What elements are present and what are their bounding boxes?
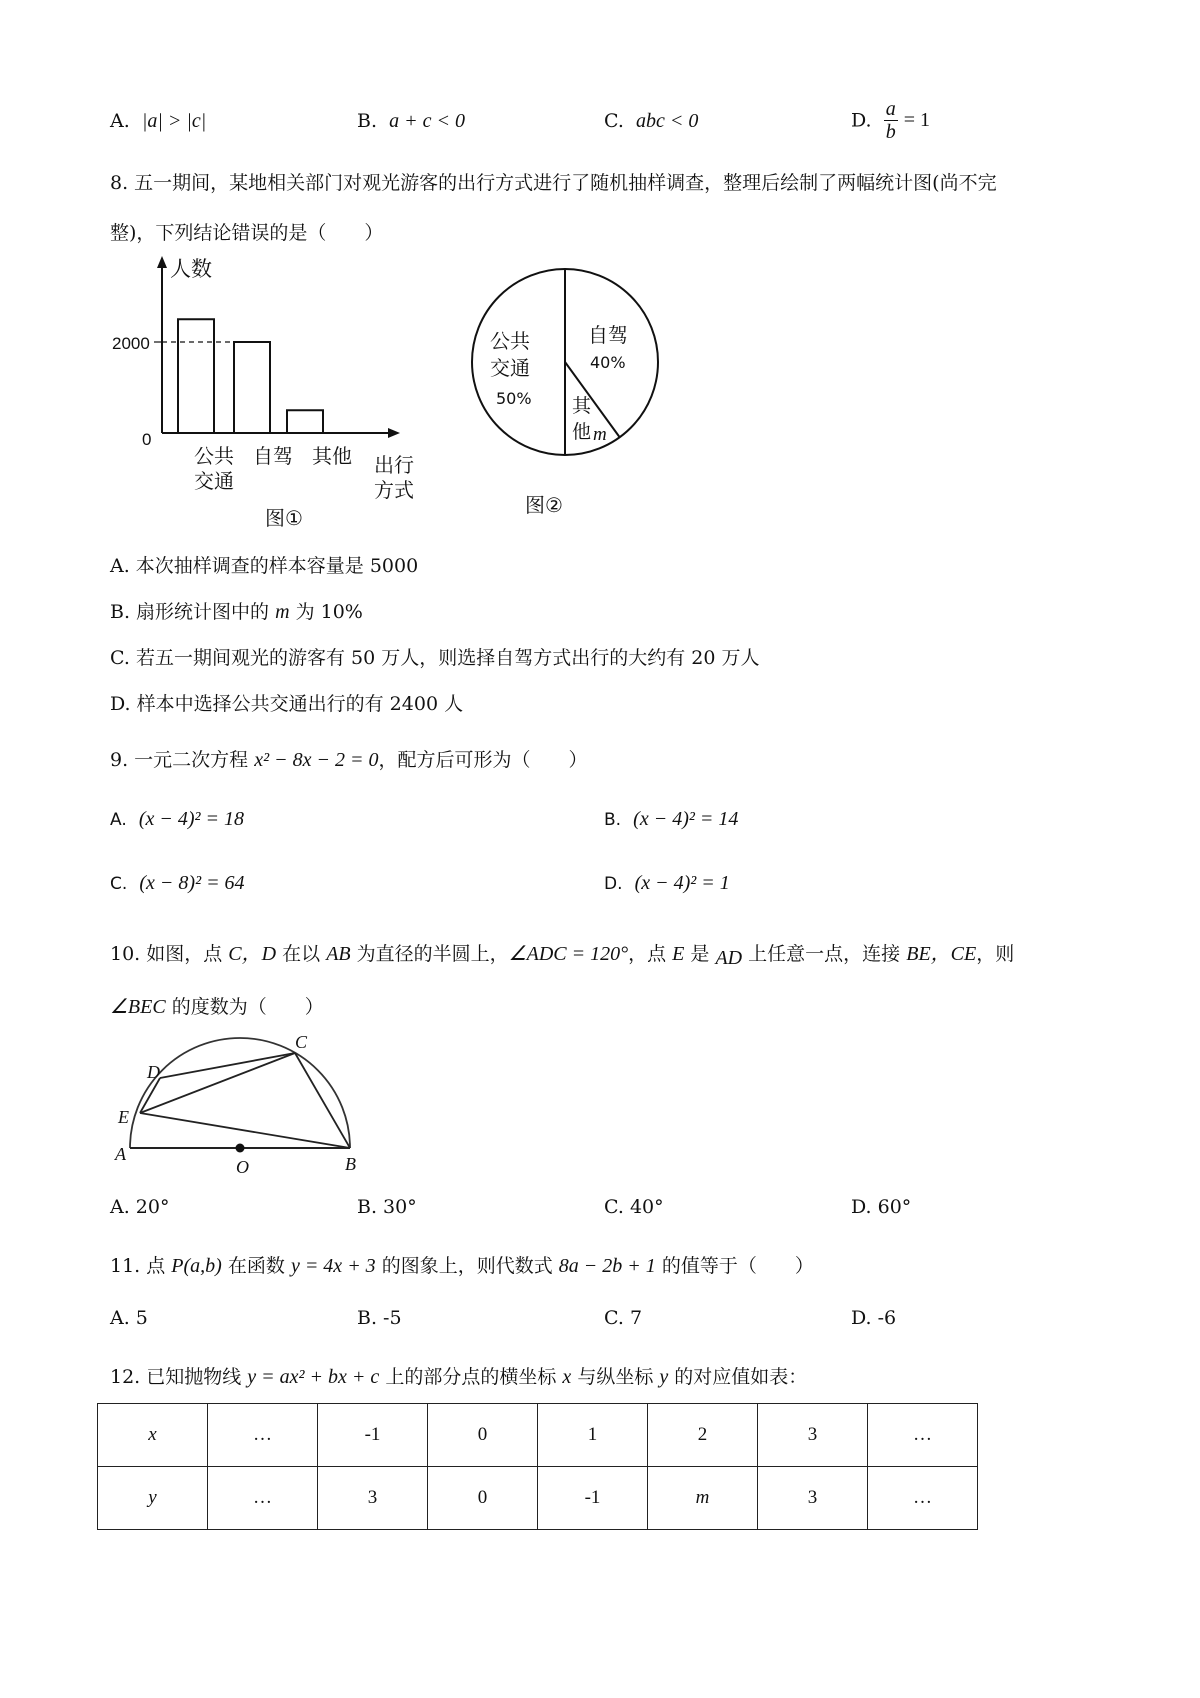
q7-option-a: A. |a| > |c| bbox=[110, 110, 207, 132]
segment-ec bbox=[140, 1053, 295, 1113]
label-a: A bbox=[115, 1144, 126, 1164]
q10-stem-line2: ∠BEC 的度数为（ ） bbox=[110, 996, 324, 1018]
label-c: C bbox=[295, 1032, 308, 1052]
pie-label-drive: 自驾 bbox=[588, 323, 628, 347]
label-o: O bbox=[236, 1157, 249, 1177]
q11-option-a: A. 5 bbox=[110, 1307, 148, 1329]
q10-option-c: C. 40° bbox=[604, 1196, 664, 1218]
q8-option-b: B. 扇形统计图中的 m 为 10% bbox=[110, 601, 363, 623]
y-axis-arrow-icon bbox=[157, 256, 167, 268]
table-cell: 3 bbox=[758, 1404, 868, 1467]
label-b: B bbox=[345, 1154, 356, 1174]
table-cell: -1 bbox=[538, 1467, 648, 1530]
bar-category-label-1b: 交通 bbox=[194, 469, 234, 493]
center-point-o bbox=[236, 1144, 245, 1153]
pie-label-public-b: 交通 bbox=[490, 356, 530, 380]
pie-label-other-m: m bbox=[593, 424, 607, 445]
label-d: D bbox=[147, 1062, 160, 1082]
semicircle-arc bbox=[130, 1038, 350, 1148]
pie-chart bbox=[460, 262, 690, 527]
table-cell: -1 bbox=[318, 1404, 428, 1467]
segment-eb bbox=[140, 1113, 350, 1148]
bar-自驾 bbox=[234, 342, 270, 433]
bar-其他 bbox=[287, 410, 323, 433]
bar-category-label-2: 自驾 bbox=[253, 444, 293, 468]
semicircle-figure bbox=[105, 1030, 375, 1180]
pie-label-other-a: 其 bbox=[572, 395, 592, 417]
q7-option-b-expr: a + c < 0 bbox=[389, 110, 465, 132]
pie-label-public-a: 公共 bbox=[490, 329, 530, 353]
q7-option-c: C. abc < 0 bbox=[604, 110, 699, 132]
table-row bbox=[98, 1467, 978, 1530]
table-cell: m bbox=[648, 1467, 758, 1530]
table-cell: 0 bbox=[428, 1404, 538, 1467]
segment-dc bbox=[160, 1053, 295, 1078]
q11-option-b: B. -5 bbox=[357, 1307, 402, 1329]
q8-option-d: D. 样本中选择公共交通出行的有 2400 人 bbox=[110, 693, 464, 715]
bar-公共交通 bbox=[178, 319, 214, 433]
bar-chart bbox=[100, 250, 440, 530]
bar-category-label-3: 其他 bbox=[312, 444, 352, 468]
pie-chart-caption: 图② bbox=[525, 493, 563, 517]
q8-option-a: A. 本次抽样调查的样本容量是 5000 bbox=[110, 555, 419, 577]
q11-option-c: C. 7 bbox=[604, 1307, 643, 1329]
q10-option-b: B. 30° bbox=[357, 1196, 417, 1218]
value-table bbox=[97, 1403, 978, 1530]
q9-stem: 9. 一元二次方程 x² − 8x − 2 = 0，配方后可形为（ ） bbox=[110, 749, 588, 771]
q11-option-d: D. -6 bbox=[851, 1307, 897, 1329]
q10-option-d: D. 60° bbox=[851, 1196, 912, 1218]
bar-chart-caption: 图① bbox=[265, 506, 303, 530]
q8-stem-line2: 整)，下列结论错误的是（ ） bbox=[110, 222, 384, 244]
q9-option-d: D. (x − 4)² = 1 bbox=[604, 872, 730, 894]
q11-stem: 11. 点 P(a,b) 在函数 y = 4x + 3 的图象上，则代数式 8a − 2b + 1 的值等于（ ） bbox=[110, 1255, 814, 1277]
table-cell: … bbox=[208, 1467, 318, 1530]
table-cell: … bbox=[868, 1404, 978, 1467]
q9-option-a: A. (x − 4)² = 18 bbox=[110, 808, 245, 830]
table-cell: x bbox=[98, 1404, 208, 1467]
q7-option-b: B. a + c < 0 bbox=[357, 110, 465, 132]
table-cell: … bbox=[208, 1404, 318, 1467]
q9-option-b: B. (x − 4)² = 14 bbox=[604, 808, 739, 830]
bar-chart-xlabel-b: 方式 bbox=[374, 478, 414, 502]
table-cell: 2 bbox=[648, 1404, 758, 1467]
tick-label-2000: 2000 bbox=[112, 334, 150, 353]
q8-option-c: C. 若五一期间观光的游客有 50 万人，则选择自驾方式出行的大约有 20 万人 bbox=[110, 647, 760, 669]
label-e: E bbox=[118, 1107, 129, 1127]
bar-chart-ylabel: 人数 bbox=[170, 257, 212, 281]
pie-label-drive-pct: 40% bbox=[590, 353, 626, 372]
table-row bbox=[98, 1404, 978, 1467]
segment-cb bbox=[295, 1053, 350, 1148]
q8-stem-line1: 8. 五一期间，某地相关部门对观光游客的出行方式进行了随机抽样调查，整理后绘制了两幅统计图(尚不完 bbox=[110, 172, 997, 194]
bar-category-label-1a: 公共 bbox=[194, 444, 234, 468]
bar-layer bbox=[178, 319, 323, 433]
q7-option-a-expr: |a| > |c| bbox=[141, 110, 207, 132]
pie-label-other-b: 他 bbox=[572, 421, 592, 443]
table-cell: 0 bbox=[428, 1467, 538, 1530]
q7-option-d: D. $\frac{a}{b}$ = 1 bbox=[851, 98, 931, 143]
bar-chart-xlabel-a: 出行 bbox=[374, 453, 414, 477]
q7-option-c-expr: abc < 0 bbox=[636, 110, 699, 132]
table-cell: 3 bbox=[758, 1467, 868, 1530]
table-cell: y bbox=[98, 1467, 208, 1530]
pie-label-public-pct: 50% bbox=[496, 389, 532, 408]
table-cell: … bbox=[868, 1467, 978, 1530]
table-cell: 1 bbox=[538, 1404, 648, 1467]
q10-stem-line1: 10. 如图，点 C，D 在以 AB 为直径的半圆上，∠ADC = 120°，点 E 是 AD 上任意一点，连接 BE，CE，则 bbox=[110, 943, 1015, 969]
tick-label-0: 0 bbox=[142, 430, 152, 449]
q10-option-a: A. 20° bbox=[110, 1196, 170, 1218]
table-cell: 3 bbox=[318, 1467, 428, 1530]
x-axis-arrow-icon bbox=[388, 428, 400, 438]
q12-stem: 12. 已知抛物线 y = ax² + bx + c 上的部分点的横坐标 x 与纵坐标 y 的对应值如表： bbox=[110, 1366, 808, 1388]
q7-option-d-fraction: $\frac{a}{b}$ bbox=[885, 98, 896, 143]
q9-option-c: C. (x − 8)² = 64 bbox=[110, 872, 245, 894]
